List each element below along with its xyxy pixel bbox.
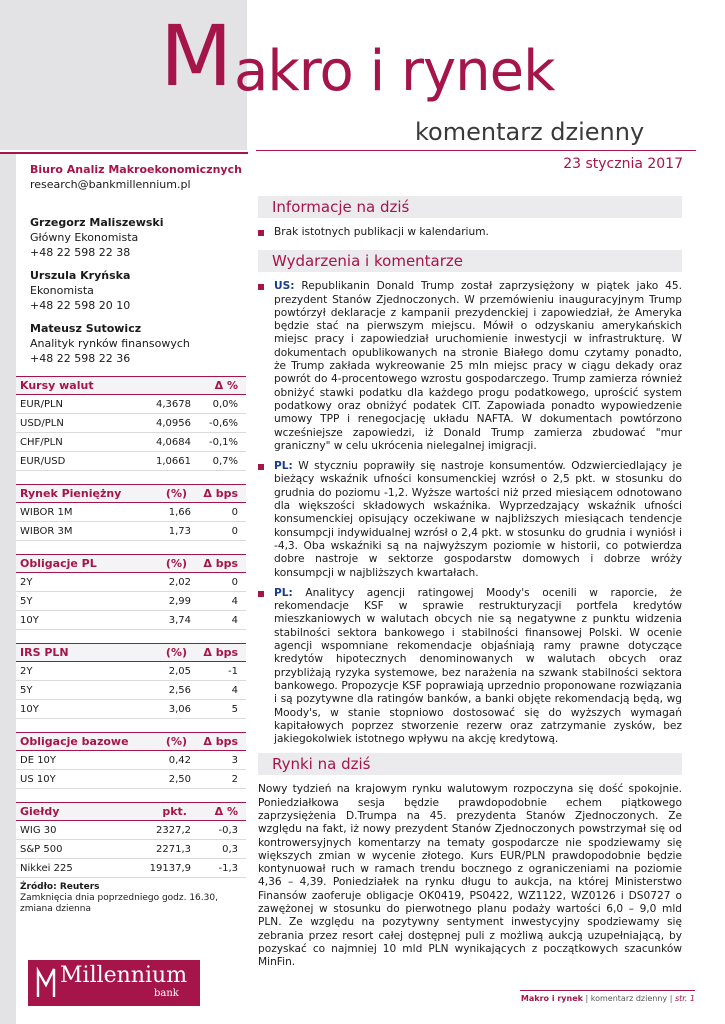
- event-text: Republikanin Donald Trump został zaprzysiężony w piątek jako 45. prezydent Stanów Zjednoczonych. W przemówieniu inauguracyjnym Trump powtórzył deklaracje z kampanii prezydenckiej i zapowiedział, że Ameryka będzie stać na pierwszym miejscu. Mówił o odzyskaniu amerykańskich miejsc pracy i zapowiedział uruchomienie inwestycji w infrastrukturę. W dokumentach opublikowanych na stronie Białego domu czytamy ponadto, że Trump zakłada wykreowanie 25 mln miejsc pracy w ciągu dekady oraz powrót do 4-procentowego wzrostu gospodarczego. Trump zamierza również obniżyć stawki podatku dla każdego progu podatkowego, uprościć system podatkowy oraz obniżyć podatek CIT. Zapowiada ponadto wypowiedzenie umowy TPP i renegocjację układu NAFTA. W dokumentach powtórzono wcześniejsze zapowiedzi, iż Donald Trump zamierza zbudować "mur graniczny" w celu ukrócenia nielegalnej imigracji.: [274, 280, 682, 452]
- market-tables: [16, 376, 246, 915]
- bullet-square-icon: [258, 284, 264, 290]
- table-header-change: Δ bps: [203, 487, 238, 500]
- person-card: [30, 321, 245, 366]
- table-cell: 10Y: [20, 703, 39, 715]
- table-cell: WIBOR 3M: [20, 525, 73, 537]
- table-row: [16, 452, 246, 471]
- list-item: [258, 587, 682, 747]
- footer-separator: |: [669, 994, 673, 1003]
- table-header-change: Δ bps: [203, 646, 238, 659]
- bullet-square-icon: [258, 230, 264, 236]
- table-header-change: Δ %: [214, 805, 238, 818]
- person-name: Urszula Kryńska: [30, 269, 131, 282]
- table-row: [16, 592, 246, 611]
- table-cell: 0,7%: [212, 455, 238, 467]
- table-cell: EUR/USD: [20, 455, 66, 467]
- table-cell: -0,6%: [208, 417, 238, 429]
- report-date: 23 stycznia 2017: [563, 156, 683, 172]
- table-cell: 2,99: [168, 595, 191, 607]
- table-cell: 3,74: [168, 614, 191, 626]
- table-cell: S&P 500: [20, 843, 63, 855]
- table-header: [16, 484, 246, 503]
- table-cell: 4: [231, 684, 238, 696]
- table-cell: 2: [231, 773, 238, 785]
- table-header-label: IRS PLN: [20, 646, 69, 659]
- table-header: [16, 643, 246, 662]
- table-stock-markets: [16, 802, 246, 878]
- table-header: [16, 732, 246, 751]
- masthead-title: akro i rynek: [234, 39, 555, 104]
- table-cell: 4: [231, 595, 238, 607]
- table-cell: 4: [231, 614, 238, 626]
- table-fx: [16, 376, 246, 471]
- table-header-value: pkt.: [162, 805, 187, 818]
- table-cell: USD/PLN: [20, 417, 64, 429]
- table-cell: WIBOR 1M: [20, 506, 73, 518]
- table-row: [16, 821, 246, 840]
- bank-logo: [28, 960, 200, 1006]
- list-item: [258, 226, 682, 239]
- table-cell: 1,73: [168, 525, 191, 537]
- table-row: [16, 770, 246, 789]
- logo-mark-icon: [36, 965, 56, 999]
- person-phone: +48 22 598 20 10: [30, 299, 131, 312]
- footer-rule: [520, 990, 695, 991]
- table-cell: 1,0661: [156, 455, 191, 467]
- table-header-change: Δ %: [214, 379, 238, 392]
- table-cell: 3,06: [168, 703, 191, 715]
- section-title-markets: Rynki na dziś: [258, 753, 682, 775]
- table-header-value: (%): [165, 487, 187, 500]
- table-cell: 2,02: [168, 576, 191, 588]
- person-name: Mateusz Sutowicz: [30, 322, 142, 335]
- section-title-events: Wydarzenia i komentarze: [258, 250, 682, 272]
- source-detail: Zamknięcia dnia poprzedniego godz. 16.30, zmiana dzienna: [20, 893, 218, 914]
- contacts-block: [30, 162, 245, 366]
- table-header-value: (%): [165, 646, 187, 659]
- table-row: [16, 681, 246, 700]
- table-header-label: Obligacje bazowe: [20, 735, 129, 748]
- table-header: [16, 802, 246, 821]
- person-role: Analityk rynków finansowych: [30, 337, 190, 350]
- table-row: [16, 522, 246, 541]
- table-cell: -0,1%: [208, 436, 238, 448]
- table-row: [16, 395, 246, 414]
- table-header: [16, 554, 246, 573]
- header-rule-right: [256, 150, 696, 151]
- table-cell: 5Y: [20, 595, 33, 607]
- event-lead: US:: [274, 280, 295, 293]
- table-header-value: (%): [165, 735, 187, 748]
- table-money-market: [16, 484, 246, 541]
- footer: [521, 994, 695, 1003]
- table-header-change: Δ bps: [203, 557, 238, 570]
- table-header-value: (%): [165, 557, 187, 570]
- table-cell: 0: [231, 576, 238, 588]
- table-header-label: Rynek Pieniężny: [20, 487, 122, 500]
- page-number: str. 1: [674, 994, 695, 1003]
- table-cell: 2,56: [168, 684, 191, 696]
- table-cell: 19137,9: [149, 862, 191, 874]
- table-cell: 10Y: [20, 614, 39, 626]
- masthead-initial: M: [160, 7, 231, 105]
- table-header-label: Kursy walut: [20, 379, 94, 392]
- table-cell: 2271,3: [156, 843, 191, 855]
- source-note: [16, 882, 246, 915]
- person-role: Główny Ekonomista: [30, 231, 139, 244]
- logo-name: Millennium: [60, 963, 188, 988]
- table-header-label: Giełdy: [20, 805, 60, 818]
- person-phone: +48 22 598 22 38: [30, 246, 131, 259]
- bureau-email[interactable]: research@bankmillennium.pl: [30, 178, 191, 191]
- markets-text: Nowy tydzień na krajowym rynku walutowym rozpoczyna się dość spokojnie. Poniedziałkowa sesja będzie prawdopodobnie echem piątkowego zaprzysiężenia D.Trumpa na 45. prezydenta Stanów Zjednoczonych. Ze względu na fakt, iż nowy prezydent Stanów Zjednoczonych powstrzymał się od kontrowersyjnych komentarzy na tematy gospodarcze nie spodziewamy się większych zmian w wycenie złotego. Kurs EUR/PLN prawdopodobnie będzie kontynuował ruch w ramach trendu bocznego z ograniczeniami na poziomie 4,36 – 4,39. Poniedziałek na rynku długu to aukcja, na której Ministerstwo Finansów zaoferuje obligacje OK0419, PS0422, WZ1122, WZ0126 i DS0727 o zawężonej w stosunku do pierwotnego planu podaży wartości 6,0 – 9,0 mld PLN. Ze względu na pozytywny sentyment inwestycyjny spodziewamy się zebrania przez resort całej dostępnej puli z możliwą aukcją uzupełniającą, by pozyskać co najmniej 10 mld PLN wynikających z początkowych szacunków MinFin.: [258, 783, 682, 969]
- table-row: [16, 859, 246, 878]
- event-text: Analitycy agencji ratingowej Moody's ocenili w raporcie, że rekomendacje KSF w sprawie restrukturyzacji portfela kredytów mieszkaniowych w walutach obcych nie są negatywne z punktu widzenia stabilności sektora bankowego i stabilności finansowej Polski. W ocenie agencji wspomniane rekomendacje objaśniają ramy prawne dotyczące kredytów hipotecznych denominowanych w walutach obcych oraz przybliżają ryzyka systemowe, bez narażenia na szwank stabilności sektora bankowego. Propozycje KSF poprawiają uprzednio proponowane rozwiązania i są pozytywne dla ratingów banków, a banki objęte rekomendacją będą, wg Moody's, w stanie stopniowo dostosować się do wyższych wymagań kapitałowych poprzez stworzenie rezerw oraz zatrzymanie zysków, bez jakiegokolwiek istotnego wpływu na akcję kredytową.: [274, 586, 682, 746]
- table-cell: EUR/PLN: [20, 398, 64, 410]
- table-core-bonds: [16, 732, 246, 789]
- table-cell: 0,0%: [212, 398, 238, 410]
- table-cell: US 10Y: [20, 773, 56, 785]
- table-row: [16, 751, 246, 770]
- sidebar-strip: [0, 154, 16, 1024]
- table-cell: CHF/PLN: [20, 436, 63, 448]
- section-title-info: Informacje na dziś: [258, 196, 682, 218]
- table-cell: 0,42: [168, 754, 191, 766]
- table-cell: 1,66: [168, 506, 191, 518]
- masthead: [160, 7, 700, 154]
- table-header: [16, 376, 246, 395]
- table-cell: 3: [231, 754, 238, 766]
- table-cell: 0: [231, 525, 238, 537]
- list-item: [258, 460, 682, 580]
- footer-separator: |: [585, 994, 589, 1003]
- list-item: [258, 280, 682, 453]
- table-irs: [16, 643, 246, 719]
- footer-sub: komentarz dzienny: [590, 994, 668, 1003]
- logo-sub: bank: [154, 988, 179, 999]
- table-row: [16, 414, 246, 433]
- table-cell: 4,3678: [156, 398, 191, 410]
- table-row: [16, 700, 246, 719]
- footer-brand: Makro i rynek: [520, 994, 583, 1003]
- table-cell: 2,05: [168, 665, 191, 677]
- table-cell: 2Y: [20, 665, 33, 677]
- table-header-label: Obligacje PL: [20, 557, 97, 570]
- table-row: [16, 611, 246, 630]
- bullet-square-icon: [258, 591, 264, 597]
- table-cell: 4,0956: [156, 417, 191, 429]
- main-content: [258, 196, 682, 970]
- table-row: [16, 503, 246, 522]
- table-header-change: Δ bps: [203, 735, 238, 748]
- table-cell: 2,50: [168, 773, 191, 785]
- event-lead: PL:: [274, 586, 293, 599]
- table-cell: 4,0684: [156, 436, 191, 448]
- table-row: [16, 433, 246, 452]
- bureau-name: Biuro Analiz Makroekonomicznych: [30, 163, 242, 176]
- table-cell: 5: [231, 703, 238, 715]
- table-pl-bonds: [16, 554, 246, 630]
- table-row: [16, 662, 246, 681]
- table-cell: 0: [231, 506, 238, 518]
- table-cell: 0,3: [222, 843, 238, 855]
- bullet-square-icon: [258, 464, 264, 470]
- person-phone: +48 22 598 22 36: [30, 352, 131, 365]
- table-cell: 2Y: [20, 576, 33, 588]
- table-cell: Nikkei 225: [20, 862, 73, 874]
- person-role: Ekonomista: [30, 284, 94, 297]
- table-cell: 2327,2: [156, 824, 191, 836]
- person-name: Grzegorz Maliszewski: [30, 216, 164, 229]
- table-row: [16, 573, 246, 592]
- person-card: [30, 215, 245, 260]
- table-cell: -0,3: [218, 824, 238, 836]
- table-cell: -1: [228, 665, 238, 677]
- source-label: Źródło: Reuters: [20, 882, 100, 892]
- table-cell: 5Y: [20, 684, 33, 696]
- person-card: [30, 268, 245, 313]
- table-cell: WIG 30: [20, 824, 57, 836]
- table-row: [16, 840, 246, 859]
- event-text: W styczniu poprawiły się nastroje konsumentów. Odzwierciedlający je bieżący wskaźnik ufności konsumenckiej wzrósł o 2,5 pkt. w stosunku do grudnia do poziomu -1,2. Wyższe wartości niż przed miesiącem odnotowano dla większości składowych wskaźnika. Wyprzedzający wskaźnik ufności konsumenckiej opisujący oczekiwane w najbliższych miesiącach tendencje konsumpcji indywidualnej wzrósł o 2,4 pkt. w stosunku do grudnia i wyniósł i -4,3. Oba wskaźniki są na najwyższym poziomie w historii, co potwierdza dobre nastroje w sektorze gospodarstw domowych i dobrze wróży konsumpcji w najbliższych kwartałach.: [274, 460, 682, 579]
- masthead-subtitle: komentarz dzienny: [415, 118, 645, 146]
- table-cell: DE 10Y: [20, 754, 57, 766]
- event-lead: PL:: [274, 460, 293, 473]
- table-cell: -1,3: [218, 862, 238, 874]
- info-text: Brak istotnych publikacji w kalendarium.: [274, 226, 489, 238]
